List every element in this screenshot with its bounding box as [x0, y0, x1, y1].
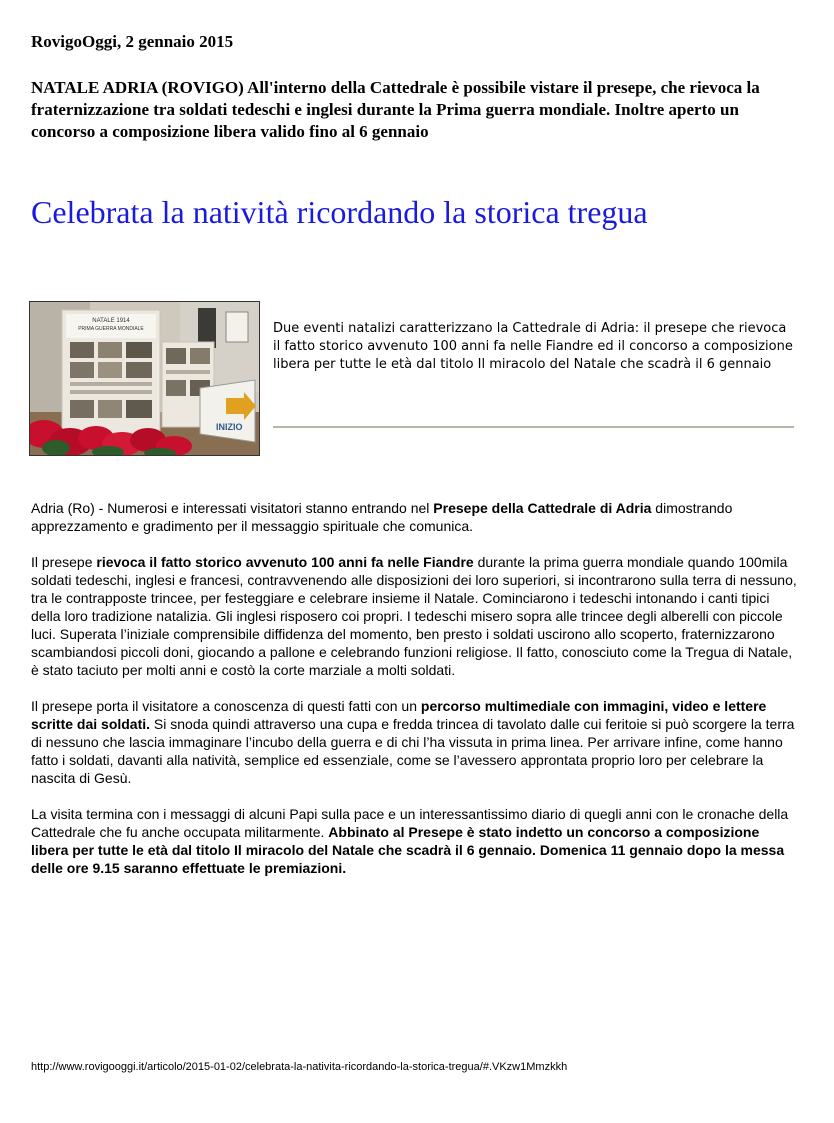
subtitle-divider: [273, 426, 794, 428]
p3-text-c: Si snoda quindi attraverso una cupa e fredda trincea di tavolato dalle cui feritoie si può scorgere la terra di nessuno che lascia immaginare l’incubo della guerra e di chi l’ha vissuta in prima linea. Per arrivare infine, come hanno fatto i soldati, davanti alla natività, semplice ed essenziale, come se l’avessero approntata proprio loro per celebrare la nascita di Gesù.: [31, 716, 795, 786]
source-date-line: RovigoOggi, 2 gennaio 2015: [31, 32, 234, 51]
article-subtitle: Due eventi natalizi caratterizzano la Cattedrale di Adria: il presepe che rievoca il fatto storico avvenuto 100 anni fa nelle Fiandre ed il concorso a composizione libera per tutte le età dal titolo Il miracolo del Natale che scadrà il 6 gennaio: [273, 321, 793, 372]
intro-paragraph: NATALE ADRIA (ROVIGO) All'interno della Cattedrale è possibile vistare il presepe, che rievoca la fraternizzazione tra soldati tedeschi e inglesi durante la Prima guerra mondiale. Inoltre aperto un concorso a composizione libera valido fino al 6 gennaio: [31, 78, 760, 141]
p4-text-a: La visita termina con i messaggi di alcuni Papi sulla pace e un interessantissimo diario di quegli anni con le cronache della Cattedrale che fu anche occupata militarmente.: [31, 806, 789, 840]
article-photo: [29, 301, 260, 456]
p3-text-a: Il presepe porta il visitatore a conoscenza di questi fatti con un: [31, 698, 421, 714]
article-paragraph-1: [31, 499, 797, 535]
p2-text-a: Il presepe: [31, 554, 97, 570]
poster-title-line-2: PRIMA GUERRA MONDIALE: [78, 326, 144, 332]
nativity-exhibit-image: [30, 302, 259, 455]
p2-text-c: durante la prima guerra mondiale quando 100mila soldati tedeschi, inglesi e francesi, contravvenendo alle disposizioni dei loro superiori, si incontrarono sulla terra di nessuno, tra le contrapposte trincee, per festeggiare e celebrare insieme il Natale. Cominciarono i tedeschi intonando i canti tipici della loro tradizione natalizia. Gli inglesi risposero coi propri. I tedeschi misero sopra alle trincee degli alberelli con piccole luci. Superata l’iniziale comprensibile diffidenza del momento, ben presto i soldati uscirono allo scoperto, fraternizzarono scambiandosi piccoli doni, giocando a pallone e celebrando funzioni religiose. Il fatto, conosciuto come la Tregua di Natale, è stato taciuto per molti anni e costò la corte marziale a molti soldati.: [31, 554, 797, 678]
start-sign-text: INIZIO: [216, 422, 243, 432]
p1-text-a: Adria (Ro) - Numerosi e interessati visitatori stanno entrando nel: [31, 500, 434, 516]
article-body: [31, 499, 797, 895]
p2-bold-flanders: rievoca il fatto storico avvenuto 100 anni fa nelle Fiandre: [96, 554, 474, 570]
p1-bold-cathedral: Presepe della Cattedrale di Adria: [433, 500, 652, 516]
article-paragraph-2: [31, 553, 797, 679]
article-paragraph-4: [31, 805, 797, 877]
p1-text-c: dimostrando apprezzamento e gradimento per il messaggio spirituale che comunica.: [31, 500, 733, 534]
poster-title-line-1: NATALE 1914: [92, 318, 130, 324]
source-url: http://www.rovigooggi.it/articolo/2015-01-02/celebrata-la-nativita-ricordando-la-storica-tregua/#.VKzw1Mmzkkh: [31, 1061, 568, 1073]
article-paragraph-3: [31, 697, 797, 787]
article-headline: Celebrata la natività ricordando la storica tregua: [31, 194, 648, 230]
p4-bold-contest: Abbinato al Presepe è stato indetto un concorso a composizione libera per tutte le età dal titolo Il miracolo del Natale che scadrà il 6 gennaio. Domenica 11 gennaio dopo la messa delle ore 9.15 saranno effettuate le premiazioni.: [31, 824, 785, 876]
p3-bold-multimedia: percorso multimediale con immagini, video e lettere scritte dai soldati.: [31, 698, 767, 732]
